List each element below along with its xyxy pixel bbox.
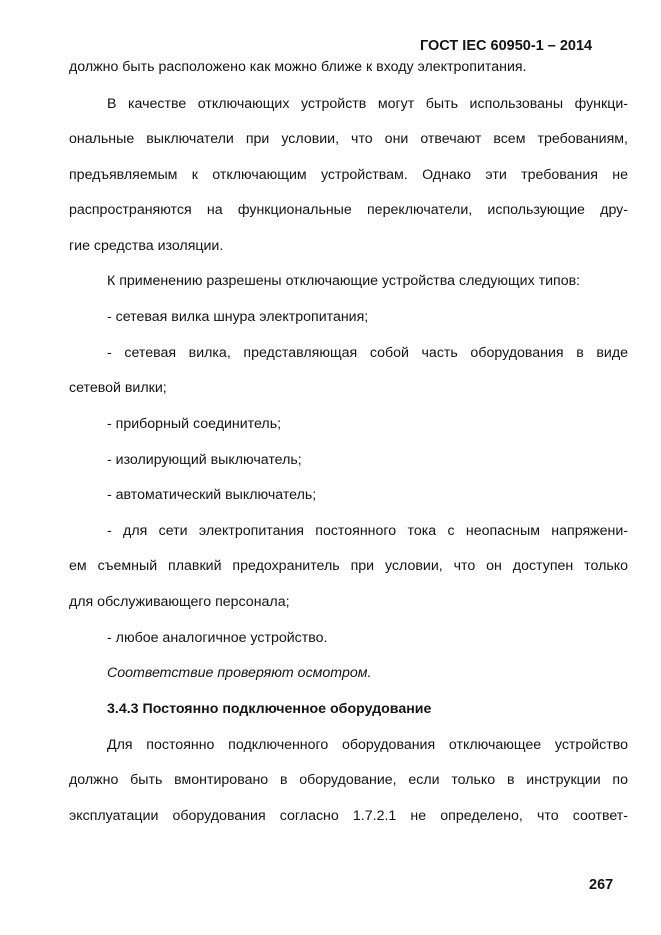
text-line: сетевой вилки; [69, 380, 167, 396]
text-line: В качестве отключающих устройств могут быть использованы функци- [107, 96, 628, 112]
page-number: 267 [589, 877, 614, 893]
text-line: должно быть вмонтировано в оборудование, если только в инструкции по [69, 772, 628, 788]
text-line: распространяются на функциональные переключатели, использующие дру- [69, 202, 628, 218]
text-line: предъявляемым к отключающим устройствам. Однако эти требования не [69, 167, 628, 183]
text-line: ональные выключатели при условии, что они отвечают всем требованиям, [69, 131, 628, 147]
list-item: - автоматический выключатель; [107, 487, 317, 503]
standard-code-header: ГОСТ IEC 60950-1 – 2014 [420, 38, 593, 54]
list-item: - любое аналогичное устройство. [107, 630, 328, 646]
section-heading: 3.4.3 Постоянно подключенное оборудование [107, 701, 432, 717]
text-line: К применению разрешены отключающие устройства следующих типов: [107, 273, 581, 289]
list-item: - для сети электропитания постоянного тока с неопасным напряжени- [107, 523, 628, 539]
list-item: - сетевая вилка, представляющая собой часть оборудования в виде [107, 345, 628, 361]
text-line: для обслуживающего персонала; [69, 594, 290, 610]
list-item: - изолирующий выключатель; [107, 452, 302, 468]
compliance-note: Соответствие проверяют осмотром. [107, 665, 372, 681]
text-line: эксплуатации оборудования согласно 1.7.2.1 не определено, что соответ- [69, 808, 628, 824]
text-line: ем съемный плавкий предохранитель при условии, что он доступен только [69, 558, 628, 574]
text-line: Для постоянно подключенного оборудования отключающее устройство [107, 737, 628, 753]
text-line: гие средства изоляции. [69, 238, 224, 254]
text-line: должно быть расположено как можно ближе к входу электропитания. [69, 59, 527, 75]
list-item: - сетевая вилка шнура электропитания; [107, 309, 369, 325]
list-item: - приборный соединитель; [107, 416, 282, 432]
